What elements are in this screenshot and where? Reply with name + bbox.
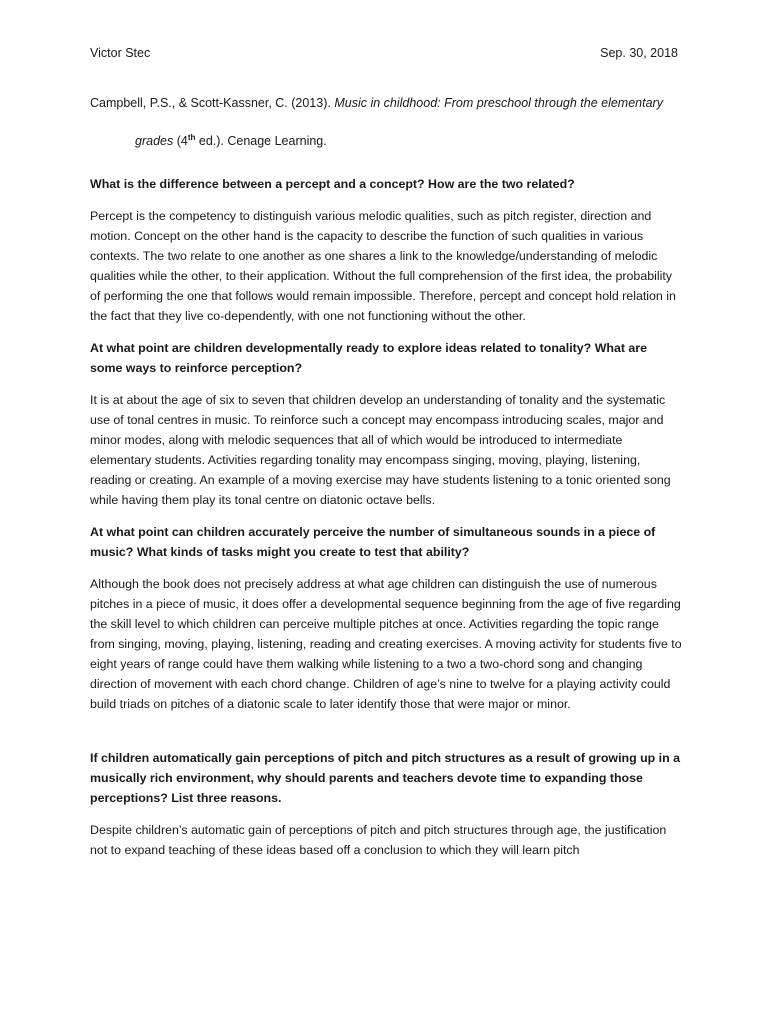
qa-content xyxy=(90,174,682,872)
citation-edition-superscript: th xyxy=(187,132,196,142)
question-3: At what point can children accurately perceive the number of simultaneous sounds in a piece of music? What kinds of tasks might you create to test that ability? xyxy=(90,525,656,559)
document-date: Sep. 30, 2018 xyxy=(600,46,678,60)
question-4: If children automatically gain perceptions of pitch and pitch structures as a result of growing up in a musically rich environment, why should parents and teachers devote time to expanding those perceptions? List three reasons. xyxy=(90,751,681,805)
document-header xyxy=(90,46,678,66)
citation-title-part-2: grades xyxy=(135,134,174,148)
citation-title-part-1: Music in childhood: From preschool through the elementary xyxy=(334,96,663,110)
question-2: At what point are children developmentally ready to explore ideas related to tonality? What are some ways to reinforce perception? xyxy=(90,341,648,375)
answer-1: Percept is the competency to distinguish various melodic qualities, such as pitch register, direction and motion. Concept on the other hand is the capacity to describe the function of such qualities in various contexts. The two relate to one another as one shares a link to the knowledge/understanding of melodic qualities while the other, to their application. Without the full comprehension of the first idea, the probability of performing the one that follows would remain impossible. Therefore, percept and concept hold relation in the fact that they live co-dependently, with one not functioning without the other. xyxy=(90,209,676,323)
reference-citation xyxy=(90,93,690,151)
author-name: Victor Stec xyxy=(90,46,151,60)
answer-2: It is at about the age of six to seven that children develop an understanding of tonality and the systematic use of tonal centres in music. To reinforce such a concept may encompass introducing scales, major and minor modes, along with melodic sequences that all of which would be introduced to intermediate elementary students. Activities regarding tonality may encompass singing, moving, playing, listening, reading or creating. An example of a moving exercise may have students listening to a tonic oriented song while having them play its tonal centre on diatonic octave bells. xyxy=(90,393,671,507)
answer-4: Despite children’s automatic gain of perceptions of pitch and pitch structures through age, the justification not to expand teaching of these ideas based off a conclusion to which they will learn pitch xyxy=(90,823,667,857)
answer-3: Although the book does not precisely address at what age children can distinguish the use of numerous pitches in a piece of music, it does offer a developmental sequence beginning from the age of five regarding the skill level to which children can perceive multiple pitches at once. Activities regarding the topic range from singing, moving, playing, listening, reading and creating exercises. A moving activity for students five to eight years of range could have them walking while listening to a two a two-chord song and changing direction of movement with each chord change. Children of age’s nine to twelve for a playing activity could build triads on pitches of a diatonic scale to later identify those that were major or minor. xyxy=(90,577,682,711)
citation-authors: Campbell, P.S., & Scott-Kassner, C. (2013). xyxy=(90,96,335,110)
citation-edition-open: (4 xyxy=(173,134,188,148)
citation-edition-close: ed.). Cenage Learning. xyxy=(195,134,327,148)
section-spacer xyxy=(90,726,682,748)
question-1: What is the difference between a percept and a concept? How are the two related? xyxy=(90,177,575,191)
